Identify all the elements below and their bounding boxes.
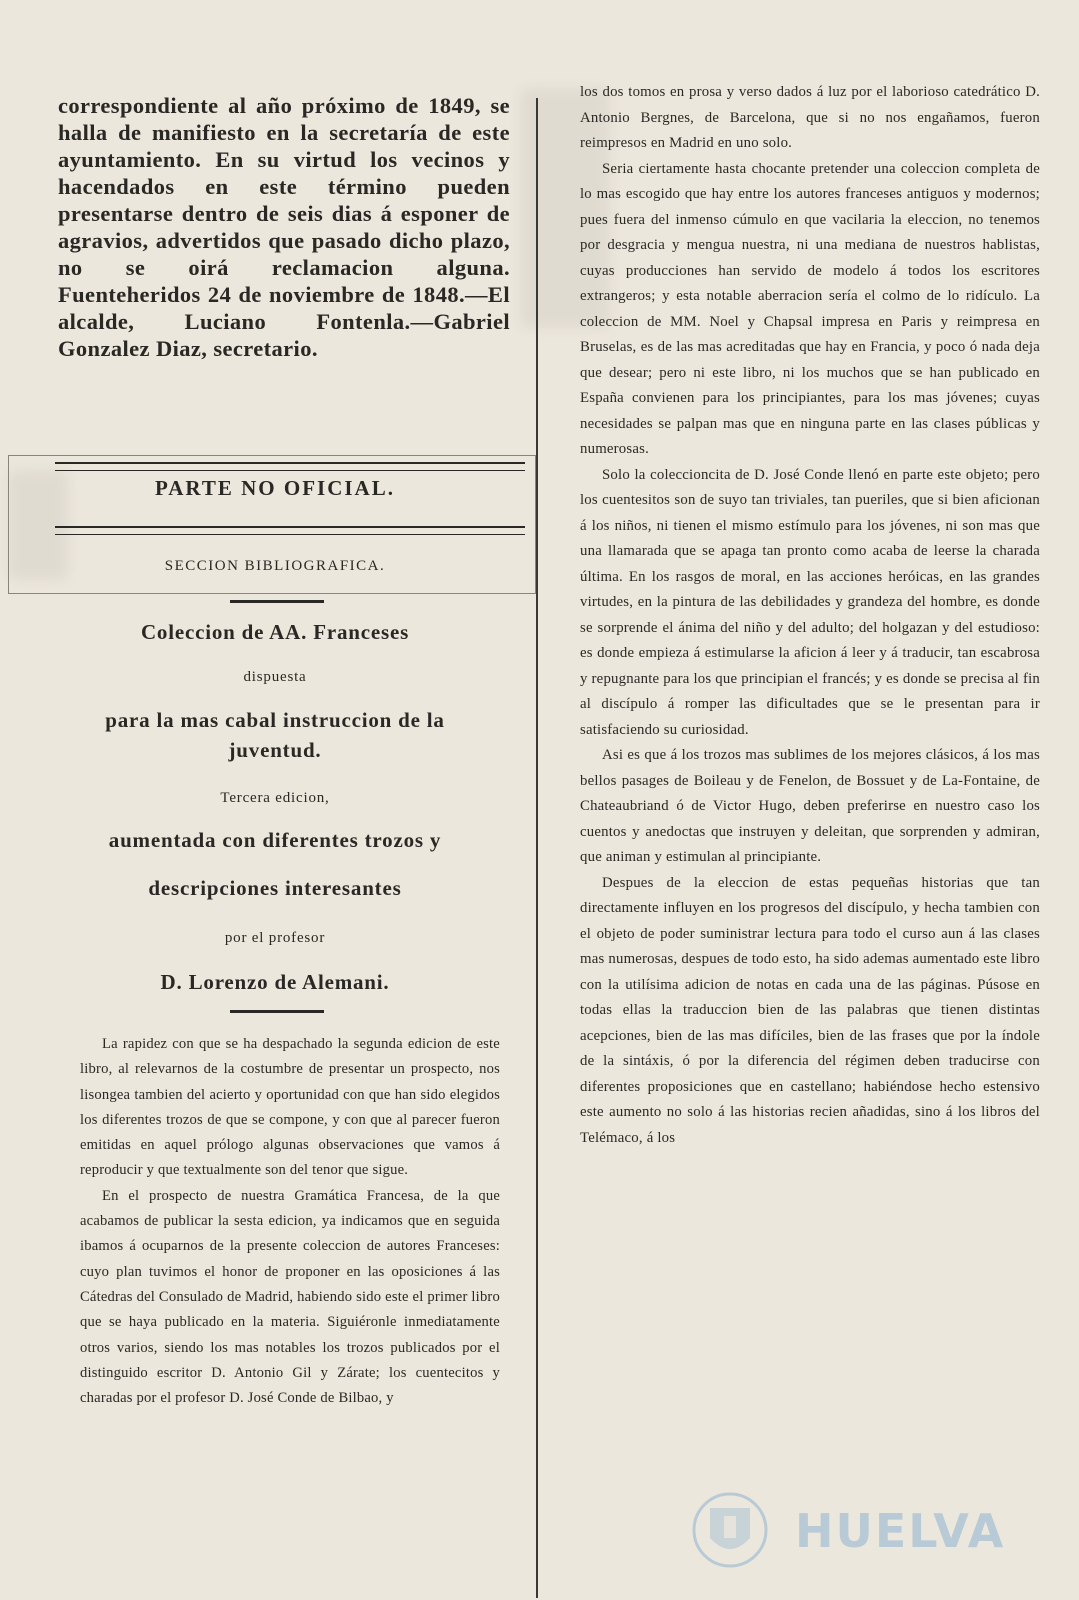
book-title-line-7: descripciones interesantes xyxy=(148,876,402,900)
left-body-text xyxy=(80,1032,500,1411)
book-edition: Tercera edicion, xyxy=(220,790,330,806)
right-paragraph-2: Seria ciertamente hasta chocante pretender una coleccion completa de lo mas escogido que hay entre los autores franceses antiguos y modernos; pues fuera del inmenso cúmulo en que vacilaria la eleccion, no tenemos por desgracia y mengua nuestra, ni una mediana de nuestros hablistas, cuyas producciones han servido de modelo á todos los escritores extrangeros; y esta notable aberracion sería el colmo de lo ridículo. La coleccion de MM. Noel y Chapsal impresa en Paris y reimpresa en Bruselas, es de las mas acreditadas que hay en Francia, y poco ó nada deja que desear; pero ni este libro, ni los muchos que se han publicado en España convienen para los principiantes, para los mas jóvenes; cuyas necesidades se palpan mas que en ninguna parte en las clases públicas y numerosas. xyxy=(580,160,1040,457)
official-notice-text: correspondiente al año próximo de 1849, se halla de manifiesto en la secretaría de este ayuntamiento. En su virtud los vecinos y hacendados en este término pueden presentarse dentro de seis dias á esponer de agravios, advertidos que pasado dicho plazo, no se oirá reclamacion alguna. Fuenteheridos 24 de noviembre de 1848.—El alcalde, Luciano Fontenla.—Gabriel Gonzalez Diaz, secretario. xyxy=(58,93,510,361)
right-paragraph-5: Despues de la eleccion de estas pequeñas historias que tan directamente influyen en los progresos del discípulo, y hecha tambien con el objeto de poder suministrar lectura para todo el curso aun á las clases mas numerosas, despues de todo esto, ha sido ademas aumentado este libro con la utilísima adicion de notas en cada una de las páginas. Púsose en todas ellas la traduccion bien de las palabras que tienen distintas acepciones, bien de las mas difíciles, bien de las frases que por la índole de la sintáxis, ó por la diferencia del régimen deben traducirse con diferentes proposiciones que en castellano; habiéndose hecho estensivo este aumento no solo á las historias recien añadidas, sino á los libros del Telémaco, á los xyxy=(580,874,1040,1146)
book-title-line-2: dispuesta xyxy=(243,669,307,685)
header-double-rule-bottom xyxy=(55,526,525,535)
book-title-line-4: juventud. xyxy=(228,738,322,762)
book-title-line-3: para la mas cabal instruccion de la xyxy=(105,708,445,732)
left-paragraph-1: La rapidez con que se ha despachado la segunda edicion de este libro, al relevarnos de la costumbre de presentar un prospecto, nos lisongea tambien del acierto y oportunidad con que han sido elegidos los diferentes trozos de que se compone, y con que al parecer fueron emitidas en aquel prólogo algunas observaciones que vamos á reproducir y que textualmente son del tenor que sigue. xyxy=(80,1036,500,1179)
section-title: PARTE NO OFICIAL. xyxy=(155,476,395,500)
right-paragraph-4: Asi es que á los trozos mas sublimes de los mejores clásicos, á los mas bellos pasages de Boileau y de Fenelon, de Bossuet y de La-Fontaine, de Chateaubriand ó de Victor Hugo, deben preferirse en nuestro caso los cuentos y anedoctas que instruyen y deleitan, que sorprenden y admiran, que animan y estimulan al principiante. xyxy=(580,747,1040,865)
left-paragraph-2: En el prospecto de nuestra Gramática Francesa, de la que acabamos de publicar la sesta edicion, ya indicamos que en seguida ibamos á ocuparnos de la presente coleccion de autores Franceses: cuyo plan tuvimos el honor de proponer en las oposiciones á las Cátedras del Consulado de Madrid, habiendo sido este el primer libro que se haya publicado en la materia. Siguiéronle inmediatamente otros varios, siendo los mas notables los trozos publicados por el distinguido escritor D. Antonio Gil y Zárate; los cuentecitos y charadas por el profesor D. José Conde de Bilbao, y xyxy=(80,1187,500,1407)
book-author-prefix: por el profesor xyxy=(224,930,326,946)
short-rule-top xyxy=(230,600,324,603)
shield-icon xyxy=(680,1490,780,1570)
book-title-line-6: aumentada con diferentes trozos y xyxy=(108,828,442,852)
subsection-title: SECCION BIBLIOGRAFICA. xyxy=(164,558,386,574)
book-title: Coleccion de AA. Franceses xyxy=(140,620,410,644)
watermark-text: HUELVA xyxy=(795,1504,1006,1558)
book-author: D. Lorenzo de Alemani. xyxy=(160,970,390,994)
right-paragraph-1: los dos tomos en prosa y verso dados á luz por el laborioso catedrático D. Antonio Bergnes, de Barcelona, que si no nos engañamos, fueron reimpresos en Madrid en uno solo. xyxy=(580,84,1040,151)
archive-watermark xyxy=(680,1490,1006,1570)
column-divider xyxy=(536,98,538,1598)
left-column xyxy=(40,92,510,362)
right-column xyxy=(580,80,1040,1151)
header-double-rule-top xyxy=(55,462,525,471)
short-rule-bottom xyxy=(230,1010,324,1013)
right-paragraph-3: Solo la coleccioncita de D. José Conde llenó en parte este objeto; pero los cuentesitos son de suyo tan triviales, tan pueriles, que si bien aficionan á los niños, ni tienen el mismo estímulo para los jóvenes, ni son mas que una llamarada que se apaga tan pronto como acaba de leerse la charada última. En los rasgos de moral, en las acciones heróicas, en las grandes virtudes, en la pintura de las debilidades y grandeza del hombre, es donde se sorprende el ánima del niño y del adulto; del holgazan y del estudioso: es donde empieza á estimularse la aficion á leer y á traducir, tan escabrosa y repugnante para los que principian el francés; y es donde se precisa al fin al discípulo á romper las dificultades que se le presentan para ir satisfaciendo su curiosidad. xyxy=(580,466,1040,738)
